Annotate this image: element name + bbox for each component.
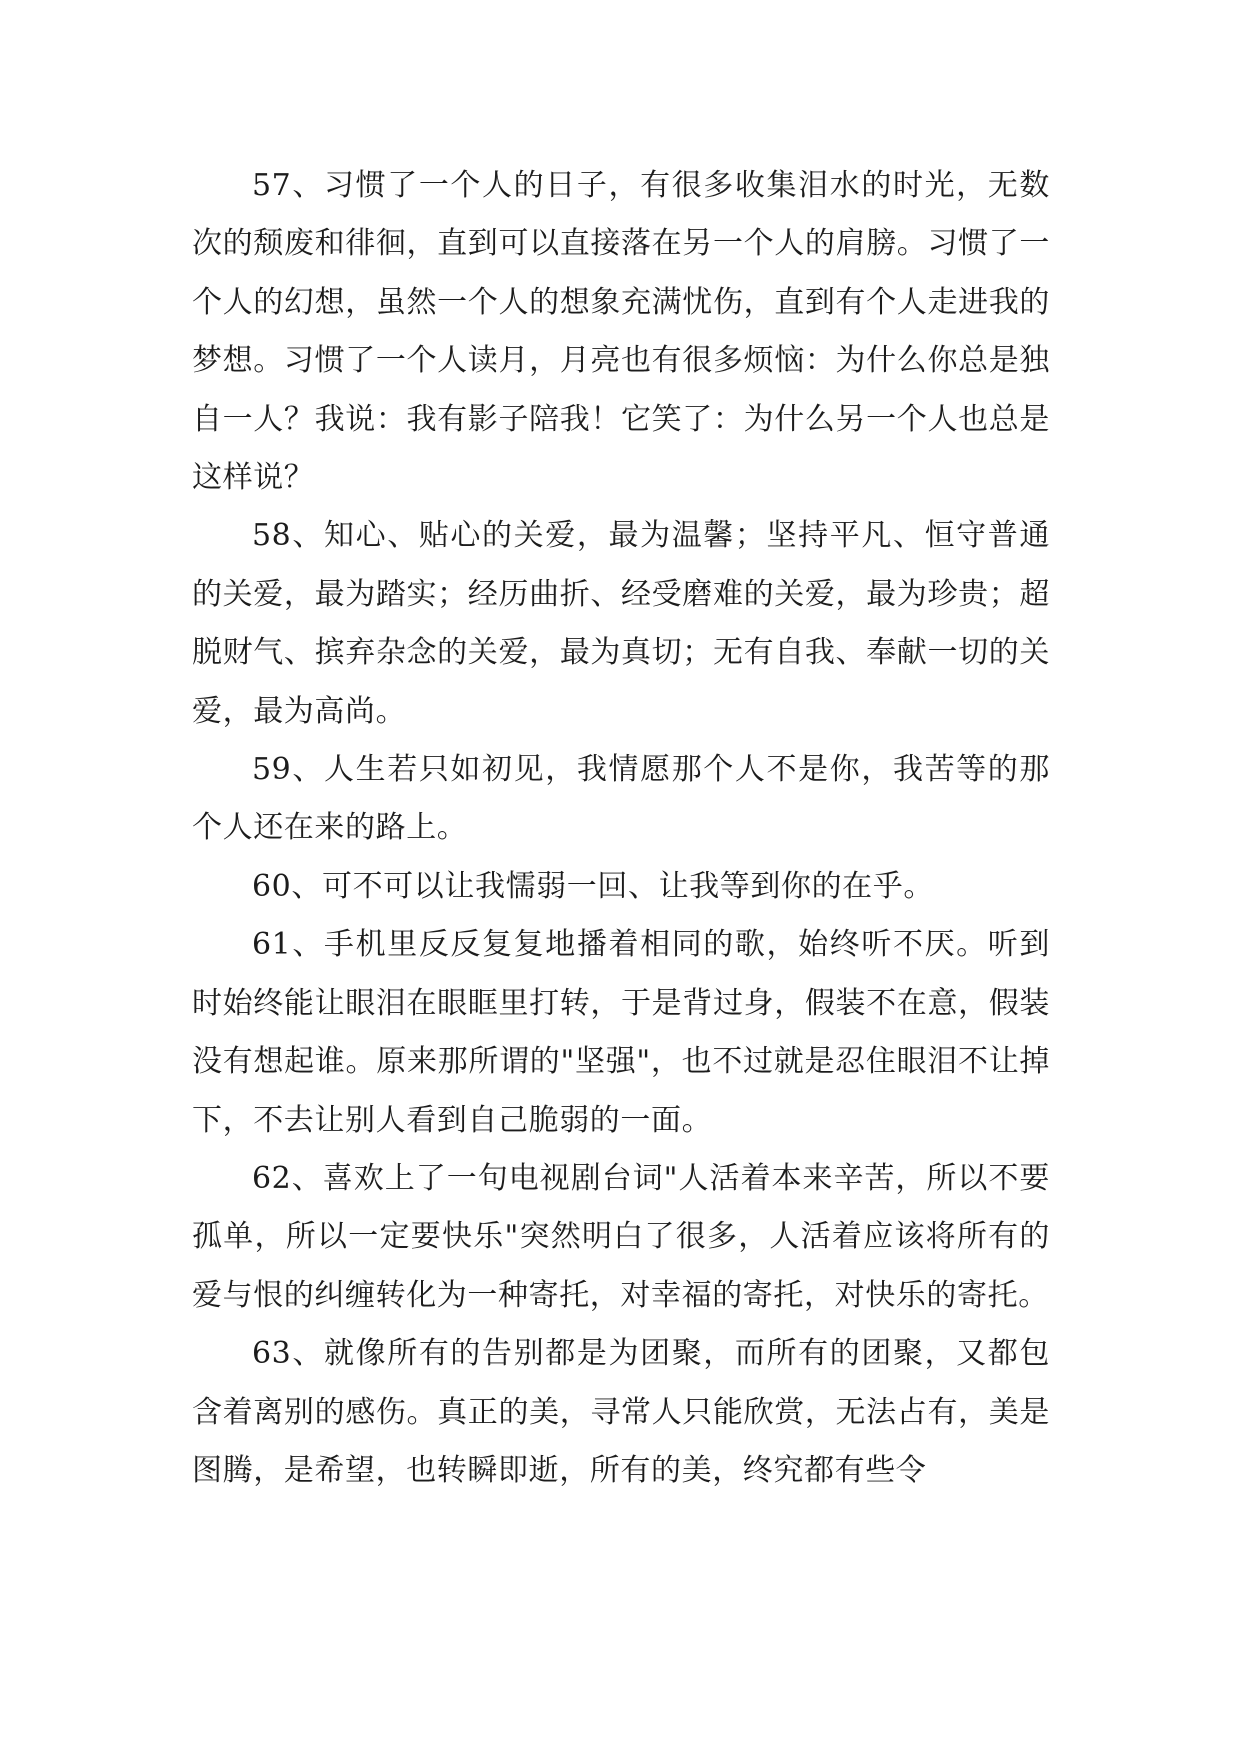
document-body	[192, 157, 1050, 1500]
paragraph-60: 60、可不可以让我懦弱一回、让我等到你的在乎。	[252, 868, 934, 904]
paragraph-59: 59、人生若只如初见，我情愿那个人不是你，我苦等的那个人还在来的路上。	[192, 752, 1050, 846]
paragraph-62: 62、喜欢上了一句电视剧台词"人活着本来辛苦，所以不要孤单，所以一定要快乐"突然明白了很多，人活着应该将所有的爱与恨的纠缠转化为一种寄托，对幸福的寄托，对快乐的寄托。	[192, 1160, 1050, 1313]
paragraph-61: 61、手机里反反复复地播着相同的歌，始终听不厌。听到时始终能让眼泪在眼眶里打转，于是背过身，假装不在意，假装没有想起谁。原来那所谓的"坚强"，也不过就是忍住眼泪不让掉下，不去让别人看到自己脆弱的一面。	[192, 927, 1050, 1138]
paragraph-63: 63、就像所有的告别都是为团聚，而所有的团聚，又都包含着离别的感伤。真正的美，寻常人只能欣赏，无法占有，美是图腾，是希望，也转瞬即逝，所有的美，终究都有些令	[192, 1336, 1050, 1488]
paragraph-58: 58、知心、贴心的关爱，最为温馨；坚持平凡、恒守普通的关爱，最为踏实；经历曲折、经受磨难的关爱，最为珍贵；超脱财气、摈弃杂念的关爱，最为真切；无有自我、奉献一切的关爱，最为高尚。	[192, 518, 1050, 729]
paragraph-57: 57、习惯了一个人的日子，有很多收集泪水的时光，无数次的颓废和徘徊，直到可以直接落在另一个人的肩膀。习惯了一个人的幻想，虽然一个人的想象充满忧伤，直到有个人走进我的梦想。习惯了一个人读月，月亮也有很多烦恼：为什么你总是独自一人？我说：我有影子陪我！它笑了：为什么另一个人也总是这样说？	[192, 168, 1050, 496]
